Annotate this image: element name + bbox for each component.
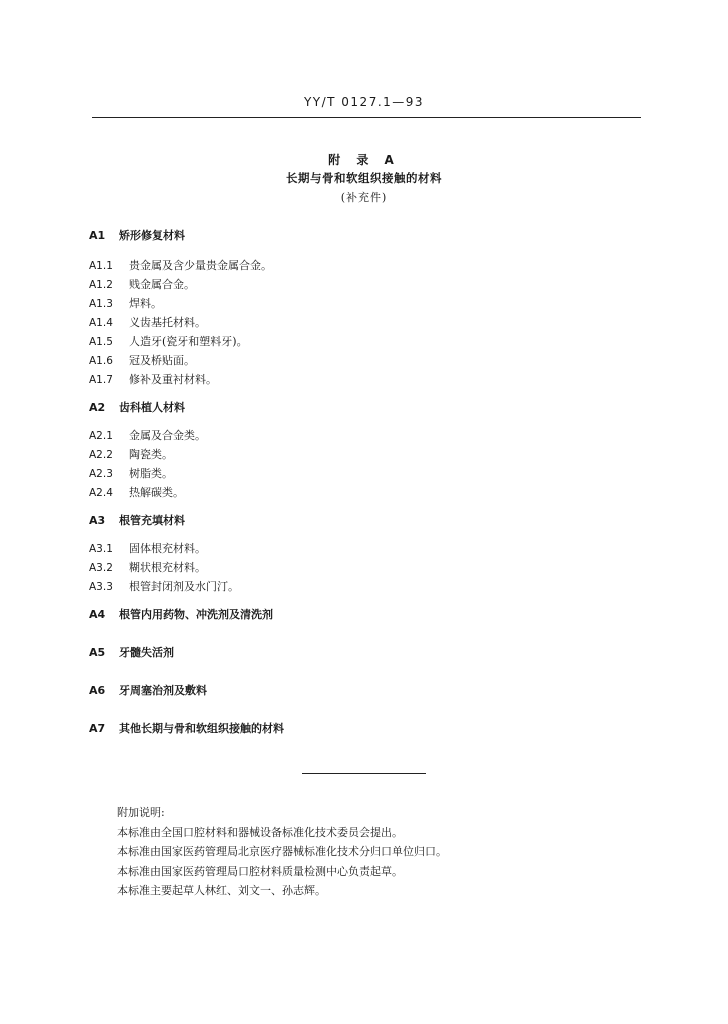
- section-title: 矫形修复材料: [119, 229, 185, 242]
- section-title: 齿科植人材料: [119, 401, 185, 414]
- section-number: A2: [89, 401, 106, 414]
- item-text: 贵金属及含少量贵金属合金。: [129, 259, 272, 272]
- section-number: A7: [89, 722, 106, 735]
- list-item: [89, 257, 272, 273]
- item-number: A2.4: [89, 487, 113, 499]
- list-item: [89, 314, 206, 330]
- item-text: 人造牙(瓷牙和塑料牙)。: [129, 335, 248, 348]
- item-text: 树脂类。: [129, 467, 173, 480]
- notes-line: 本标准由国家医药管理局口腔材料质量检测中心负责起草。: [117, 864, 403, 878]
- end-divider: [302, 773, 426, 774]
- section-heading: [89, 644, 174, 660]
- list-item: [89, 446, 173, 462]
- section-number: A6: [89, 684, 106, 697]
- header-divider: [92, 117, 641, 118]
- item-number: A2.1: [89, 430, 113, 442]
- list-item: [89, 333, 248, 349]
- list-item: [89, 559, 206, 575]
- list-item: [89, 371, 217, 387]
- item-number: A3.2: [89, 562, 113, 574]
- item-text: 金属及合金类。: [129, 429, 206, 442]
- list-item: [89, 465, 173, 481]
- list-item: [89, 295, 162, 311]
- item-number: A3.1: [89, 543, 113, 555]
- item-text: 贱金属合金。: [129, 278, 195, 291]
- item-number: A1.5: [89, 336, 113, 348]
- item-number: A2.3: [89, 468, 113, 480]
- item-text: 义齿基托材料。: [129, 316, 206, 329]
- section-title: 根管内用药物、冲洗剂及清洗剂: [119, 608, 273, 621]
- item-number: A3.3: [89, 581, 113, 593]
- list-item: [89, 540, 206, 556]
- item-text: 冠及桥贴面。: [129, 354, 195, 367]
- list-item: [89, 276, 195, 292]
- item-number: A1.3: [89, 298, 113, 310]
- item-text: 热解碳类。: [129, 486, 184, 499]
- section-title: 牙髓失活剂: [119, 646, 174, 659]
- section-heading: [89, 720, 284, 736]
- notes-line: 本标准主要起草人林红、刘文一、孙志辉。: [117, 884, 326, 897]
- appendix-note: (补充件): [340, 191, 388, 204]
- item-text: 固体根充材料。: [129, 542, 206, 555]
- item-text: 陶瓷类。: [129, 448, 173, 461]
- list-item: [89, 352, 195, 368]
- additional-notes: [117, 803, 447, 901]
- list-item: [89, 484, 184, 500]
- item-text: 根管封闭剂及水门汀。: [129, 580, 239, 593]
- notes-line: 本标准由全国口腔材料和器械设备标准化技术委员会提出。: [117, 825, 403, 839]
- section-number: A4: [89, 608, 106, 621]
- list-item: [89, 578, 239, 594]
- section-heading: [89, 682, 207, 698]
- item-number: A1.7: [89, 374, 113, 386]
- item-text: 修补及重衬材料。: [129, 373, 217, 386]
- list-item: [89, 427, 206, 443]
- item-text: 焊料。: [129, 297, 162, 310]
- section-title: 牙周塞治剂及敷料: [119, 684, 207, 697]
- section-heading: [89, 512, 185, 528]
- item-number: A1.1: [89, 260, 113, 272]
- item-number: A1.2: [89, 279, 113, 291]
- section-heading: [89, 606, 273, 622]
- appendix-heading: 附 录 A: [328, 153, 400, 167]
- section-number: A5: [89, 646, 106, 659]
- item-number: A1.6: [89, 355, 113, 367]
- section-title: 根管充填材料: [119, 514, 185, 527]
- section-heading: [89, 399, 185, 415]
- section-number: A1: [89, 229, 106, 242]
- section-heading: [89, 227, 185, 243]
- notes-title: 附加说明:: [117, 806, 165, 819]
- item-number: A2.2: [89, 449, 113, 461]
- notes-line: 本标准由国家医药管理局北京医疗器械标准化技术分归口单位归口。: [117, 845, 447, 858]
- section-title: 其他长期与骨和软组织接触的材料: [119, 722, 284, 735]
- item-number: A1.4: [89, 317, 113, 329]
- item-text: 糊状根充材料。: [129, 561, 206, 574]
- appendix-title: 长期与骨和软组织接触的材料: [286, 171, 442, 185]
- standard-code: YY/T 0127.1—93: [303, 95, 425, 109]
- section-number: A3: [89, 514, 106, 527]
